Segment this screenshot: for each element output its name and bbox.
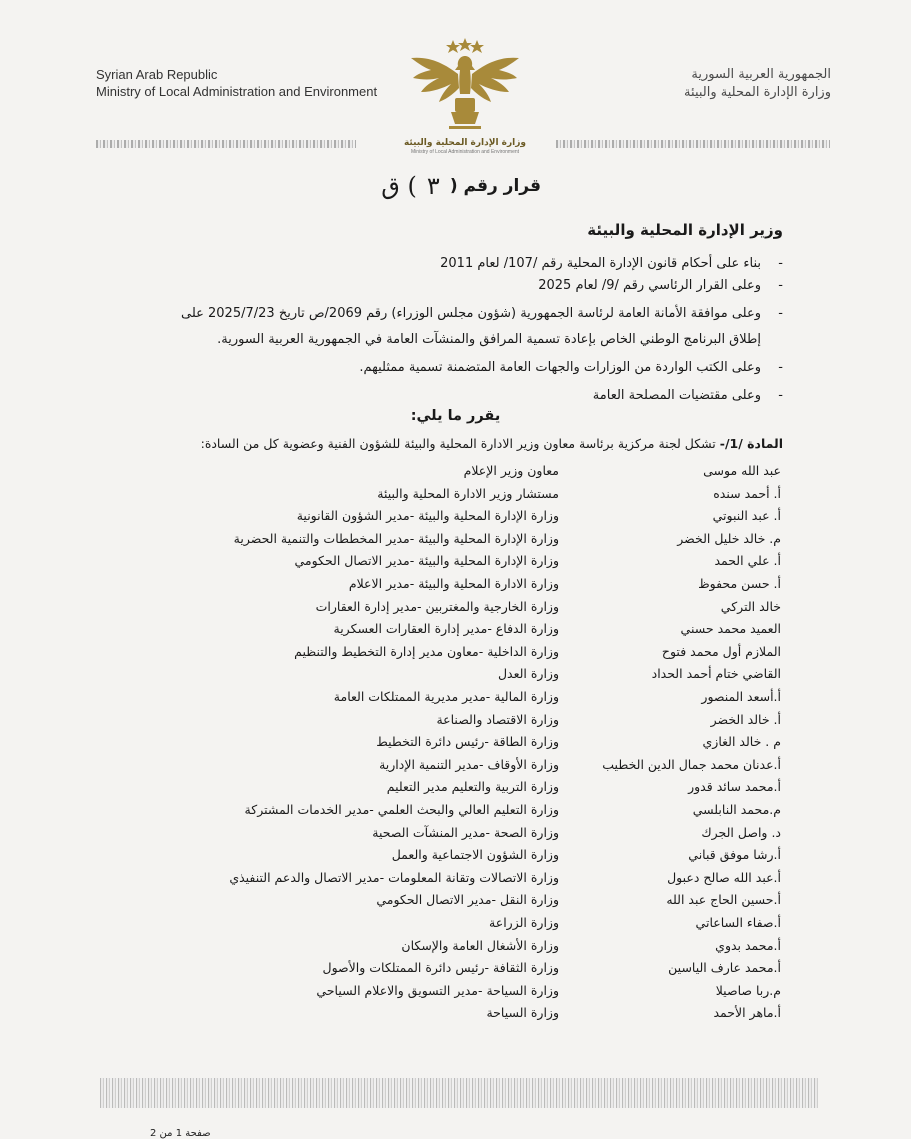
member-row [0,935,911,957]
member-row [0,912,911,934]
member-name: م . خالد الغازي [702,734,781,750]
member-row [0,460,911,482]
member-row [0,1002,911,1024]
header-arabic [684,66,831,102]
preamble-text: وعلى مقتضيات المصلحة العامة [592,388,761,403]
emblem-caption [370,138,560,156]
member-name: أ.عبد الله صالح دعبول [667,869,781,885]
member-role: وزارة الأشغال العامة والإسكان [401,937,559,953]
member-row [0,776,911,798]
member-role: وزارة السياحة [486,1005,559,1021]
ministry-name-en: Ministry of Local Administration and Environment [96,84,378,99]
member-name: أ.محمد بدوي [715,937,781,953]
member-role: وزارة الاتصالات وتقانة المعلومات -مدير الاتصال والدعم التنفيذي [229,869,559,885]
member-row [0,867,911,889]
decision-value: ٣ [426,172,440,200]
member-name: الملازم أول محمد فتوح [661,643,781,659]
member-row [0,618,911,640]
member-name: أ.محمد سائد قدور [688,779,781,795]
member-role: وزارة الادارة المحلية والبيئة -مدير الاعلام [348,576,559,591]
preamble-text: بناء على أحكام قانون الإدارة المحلية رقم /107/ لعام 2011 [440,256,761,271]
member-role: وزارة الإدارة المحلية والبيئة -مدير الاتصال الحكومي [294,553,559,569]
member-row [0,709,911,731]
article-1 [201,436,783,451]
header-english [96,66,377,100]
member-row [0,754,911,776]
decision-suffix: ) ق [381,172,417,200]
preamble-text: وعلى موافقة الأمانة العامة لرئاسة الجمهورية (شؤون مجلس الوزراء) رقم 2069/ص تاريخ 2025/7/23 على [180,306,761,321]
member-name: م.محمد النابلسي [692,802,781,817]
member-role: وزارة الشؤون الاجتماعية والعمل [391,847,559,863]
member-row [0,889,911,911]
member-name: أ.محمد عارف الياسين [668,960,781,976]
member-role: وزارة الإدارة المحلية والبيئة -مدير الشؤون القانونية [296,508,559,524]
member-role: وزارة الزراعة [489,915,559,930]
member-name: أ.أسعد المنصور [701,689,781,704]
member-name: أ.حسين الحاج عبد الله [666,892,781,908]
preamble-item: - وعلى الكتب الواردة من الوزارات والجهات العامة المتضمنة تسمية ممثليهم. [359,360,783,375]
member-role: وزارة الاقتصاد والصناعة [436,711,559,727]
member-row [0,663,911,685]
member-role: وزارة التربية والتعليم مدير التعليم [386,779,559,795]
member-row [0,641,911,663]
member-role: معاون وزير الإعلام [463,463,559,478]
member-name: أ. علي الحمد [714,553,781,569]
country-name-ar: الجمهورية العربية السورية [691,67,831,82]
footer-divider [100,1078,818,1108]
article-label: المادة /1/- [719,436,783,451]
preamble-item: - وعلى مقتضيات المصلحة العامة [592,388,783,403]
member-name: أ. عبد النبوتي [712,508,781,524]
member-row [0,596,911,618]
member-name: أ. خالد الخضر [710,711,781,727]
member-name: م. خالد خليل الخضر [677,530,781,546]
member-row [0,573,911,595]
member-role: وزارة الخارجية والمغتربين -مدير إدارة العقارات [315,598,559,614]
preamble-text-continued: إطلاق البرنامج الوطني الخاص بإعادة تسمية المرافق والمنشآت العامة في الجمهورية العربية السورية. [217,332,761,347]
member-name: أ.عدنان محمد جمال الدين الخطيب [602,756,781,772]
member-row [0,799,911,821]
member-name: القاضي ختام أحمد الحداد [651,666,781,682]
member-row [0,731,911,753]
preamble-text: وعلى القرار الرئاسي رقم /9/ لعام 2025 [538,278,761,293]
member-row [0,505,911,527]
member-role: وزارة الصحة -مدير المنشآت الصحية [372,824,559,840]
member-row [0,844,911,866]
member-name: د. واصل الجرك [701,824,781,840]
member-role: وزارة الإدارة المحلية والبيئة -مدير المخططات والتنمية الحضرية [233,530,559,546]
member-row [0,957,911,979]
eagle-emblem-icon [405,34,525,154]
member-role: وزارة الأوقاف -مدير التنمية الإدارية [379,756,559,772]
member-name: م.ربا صاصيلا [715,982,781,998]
emblem-caption-en: Ministry of Local Administration and Environment [410,149,520,155]
member-name: خالد التركي [720,598,781,614]
member-name: أ. أحمد سنده [713,485,781,501]
member-row [0,483,911,505]
minister-title: وزير الإدارة المحلية والبيئة [587,221,783,239]
member-name: أ.صفاء الساعاتي [695,915,781,930]
member-name: العميد محمد حسني [680,621,781,637]
preamble-item: - بناء على أحكام قانون الإدارة المحلية رقم /107/ لعام 2011 [440,256,783,271]
preamble-text: وعلى الكتب الواردة من الوزارات والجهات العامة المتضمنة تسمية ممثليهم. [359,360,761,375]
emblem-caption-ar: وزارة الإدارة المحلية والبيئة [403,138,527,148]
decides-heading: يقرر ما يلي: [410,408,501,424]
preamble-item: - وعلى موافقة الأمانة العامة لرئاسة الجمهورية (شؤون مجلس الوزراء) رقم 2069/ص تاريخ 2025/7/23 على إطلاق البرنامج الوطني الخاص بإعادة تسمية المرافق والمنشآت العامة في الجمهورية العربية السورية. [140,303,783,351]
decision-label: قرار رقم ( [449,176,541,196]
member-role: وزارة النقل -مدير الاتصال الحكومي [376,892,559,908]
member-role: وزارة المالية -مدير مديرية الممتلكات العامة [333,689,559,704]
member-role: وزارة الداخلية -معاون مدير إدارة التخطيط والتنظيم [294,643,559,659]
member-row [0,980,911,1002]
preamble-item: - وعلى القرار الرئاسي رقم /9/ لعام 2025 [538,278,783,293]
member-name: أ. حسن محفوظ [698,576,781,591]
country-name-en: Syrian Arab Republic [96,67,218,82]
ministry-name-ar: وزارة الإدارة المحلية والبيئة [684,85,831,100]
member-name: أ.ماهر الأحمد [713,1005,781,1021]
member-row [0,686,911,708]
article-text: تشكل لجنة مركزية برئاسة معاون وزير الادارة المحلية والبيئة للشؤون الفنية وعضوية كل من السادة: [200,436,720,451]
member-role: وزارة الثقافة -رئيس دائرة الممتلكات والأصول [322,960,559,976]
member-name: أ.رشا موفق قباني [688,847,781,863]
member-role: وزارة الطاقة -رئيس دائرة التخطيط [376,734,559,750]
member-role: مستشار وزير الادارة المحلية والبيئة [377,485,559,501]
decision-number [381,172,541,200]
header-divider-right [556,140,830,148]
header-divider-left [96,140,356,148]
member-row [0,528,911,550]
preamble-list [140,253,783,407]
member-role: وزارة التعليم العالي والبحث العلمي -مدير الخدمات المشتركة [244,802,559,817]
member-role: وزارة الدفاع -مدير إدارة العقارات العسكرية [333,621,559,637]
member-name: عبد الله موسى [703,463,781,478]
member-row [0,822,911,844]
member-row [0,550,911,572]
member-role: وزارة العدل [497,666,559,682]
page-number: صفحة 1 من 2 [150,1128,211,1139]
member-role: وزارة السياحة -مدير التسويق والاعلام السياحي [316,982,559,998]
